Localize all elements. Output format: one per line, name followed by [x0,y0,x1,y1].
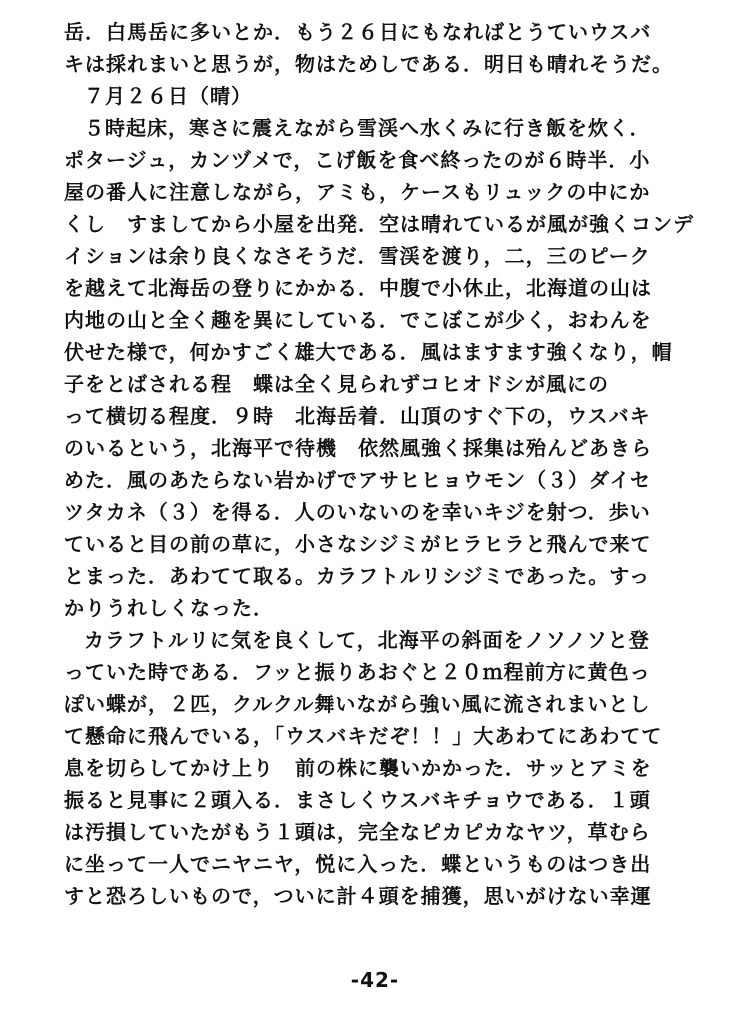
text-line: 岳．白馬岳に多いとか．もう２６日にもなればとうていウスバ [64,20,652,44]
text-line: っていた時である．フッと振りあおぐと２０ｍ程前方に黄色っ [64,660,651,684]
text-line: 伏せた様で，何かすごく雄大である．風はますます強くなり，帽 [64,340,673,364]
text-line: イションは余り良くなさそうだ．雪渓を渡り，二，三のピーク [64,244,651,268]
text-line: 振ると見事に２頭入る．まさしくウスバキチョウである．１頭 [64,788,651,812]
text-line: 子をとばされる程 蝶は全く見られずコヒオドシが風にの [64,372,609,396]
text-line: 息を切らしてかけ上り 前の株に襲いかかった．サッとアミを [64,756,652,780]
text-line: て懸命に飛んでいる，「ウスバキだぞ！！」大あわてにあわてて [64,724,663,748]
text-line: って横切る程度．９時 北海岳着．山頂のすぐ下の，ウスバキ [64,404,651,428]
text-line: とまった．あわてて取る。カラフトルリシジミであった。すっ [64,564,651,588]
text-line: くし すましてから小屋を出発．空は晴れているが風が強くコンデ [64,212,694,236]
text-line: ぽい蝶が，２匹，クルクル舞いながら強い風に流されまいとし [64,692,651,716]
text-line: に坐って一人でニヤニヤ，悦に入った．蝶というものはつき出 [64,852,652,876]
date-heading: ７月２６日（晴） [84,84,252,108]
text-line: ５時起床，寒さに震えながら雪渓へ水くみに行き飯を炊く． [84,116,651,140]
text-line: ていると目の前の草に，小さなシジミがヒラヒラと飛んで来て [64,532,652,556]
text-line: ポタージュ，カンヅメで，こげ飯を食べ終ったのが６時半．小 [64,148,651,172]
text-line: かりうれしくなった． [64,596,274,620]
text-line: のいるという，北海平で待機 依然風強く採集は殆んどあきら [64,436,652,460]
text-line: を越えて北海岳の登りにかかる．中腹で小休止，北海道の山は [64,276,652,300]
text-line: キは採れまいと思うが，物はためしである．明日も晴れそうだ。 [64,52,673,76]
text-line: すと恐ろしいもので，ついに計４頭を捕獲，思いがけない幸運 [64,884,652,908]
text-line: 屋の番人に注意しながら，アミも，ケースもリュックの中にか [64,180,651,204]
page-number: -42- [350,968,400,992]
text-line: 内地の山と全く趣を異にしている．でこぼこが少く，おわんを [64,308,652,332]
text-line: めた．風のあたらない岩かげでアサヒヒョウモン（３）ダイセ [64,468,651,492]
text-line: ツタカネ（３）を得る．人のいないのを幸いキジを射つ．歩い [64,500,651,524]
text-line: カラフトルリに気を良くして，北海平の斜面をノソノソと登 [84,628,650,652]
text-line: は汚損していたがもう１頭は，完全なピカピカなヤツ，草むら [64,820,651,844]
body-text [64,16,694,912]
